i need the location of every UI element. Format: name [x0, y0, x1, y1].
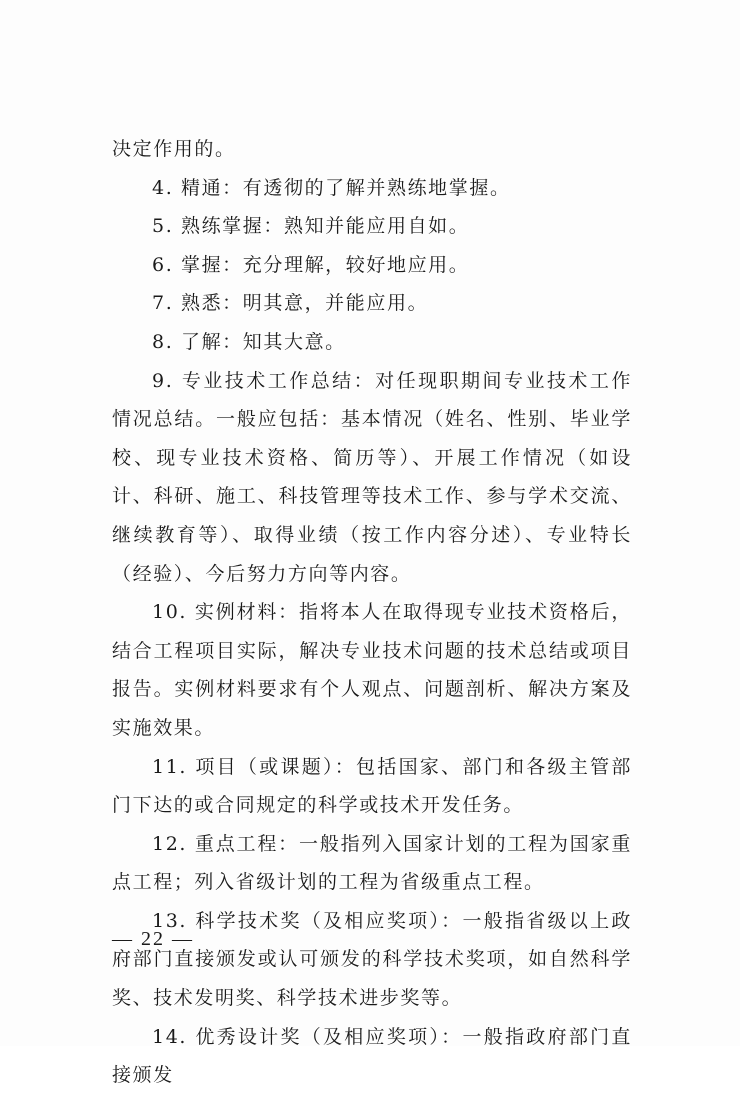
paragraph-item-10: 10. 实例材料：指将本人在取得现专业技术资格后，结合工程项目实际，解决专业技术问题的技术总结或项目报告。实例材料要求有个人观点、问题剖析、解决方案及实施效果。: [112, 601, 632, 739]
paragraph-continuation: 决定作用的。: [112, 138, 236, 160]
paragraph-item-9: 9. 专业技术工作总结：对任现职期间专业技术工作情况总结。一般应包括：基本情况（姓名、性别、毕业学校、现专业技术资格、简历等）、开展工作情况（如设计、科研、施工、科技管理等技术工作、参与学术交流、继续教育等）、取得业绩（按工作内容分述）、专业特长（经验）、今后努力方向等内容。: [112, 369, 632, 585]
page-number: — 22 —: [112, 928, 194, 950]
paragraph-item-7: 7. 熟悉：明其意，并能应用。: [152, 292, 429, 315]
paragraph-item-4: 4. 精通：有透彻的了解并熟练地掌握。: [152, 176, 511, 199]
paragraph-item-5: 5. 熟练掌握：熟知并能应用自如。: [152, 215, 470, 238]
paragraph-item-11: 11. 项目（或课题）：包括国家、部门和各级主管部门下达的或合同规定的科学或技术开发任务。: [112, 755, 632, 817]
paragraph-item-6: 6. 掌握：充分理解，较好地应用。: [152, 253, 470, 276]
paragraph-item-13: 13. 科学技术奖（及相应奖项）：一般指省级以上政府部门直接颁发或认可颁发的科学技术奖项，如自然科学奖、技术发明奖、科学技术进步奖等。: [112, 909, 632, 1010]
paragraph-item-14: 14. 优秀设计奖（及相应奖项）：一般指政府部门直接颁发: [112, 1025, 632, 1087]
paragraph-item-12: 12. 重点工程：一般指列入国家计划的工程为国家重点工程；列入省级计划的工程为省级重点工程。: [112, 832, 632, 894]
paragraph-item-8: 8. 了解：知其大意。: [152, 330, 346, 353]
